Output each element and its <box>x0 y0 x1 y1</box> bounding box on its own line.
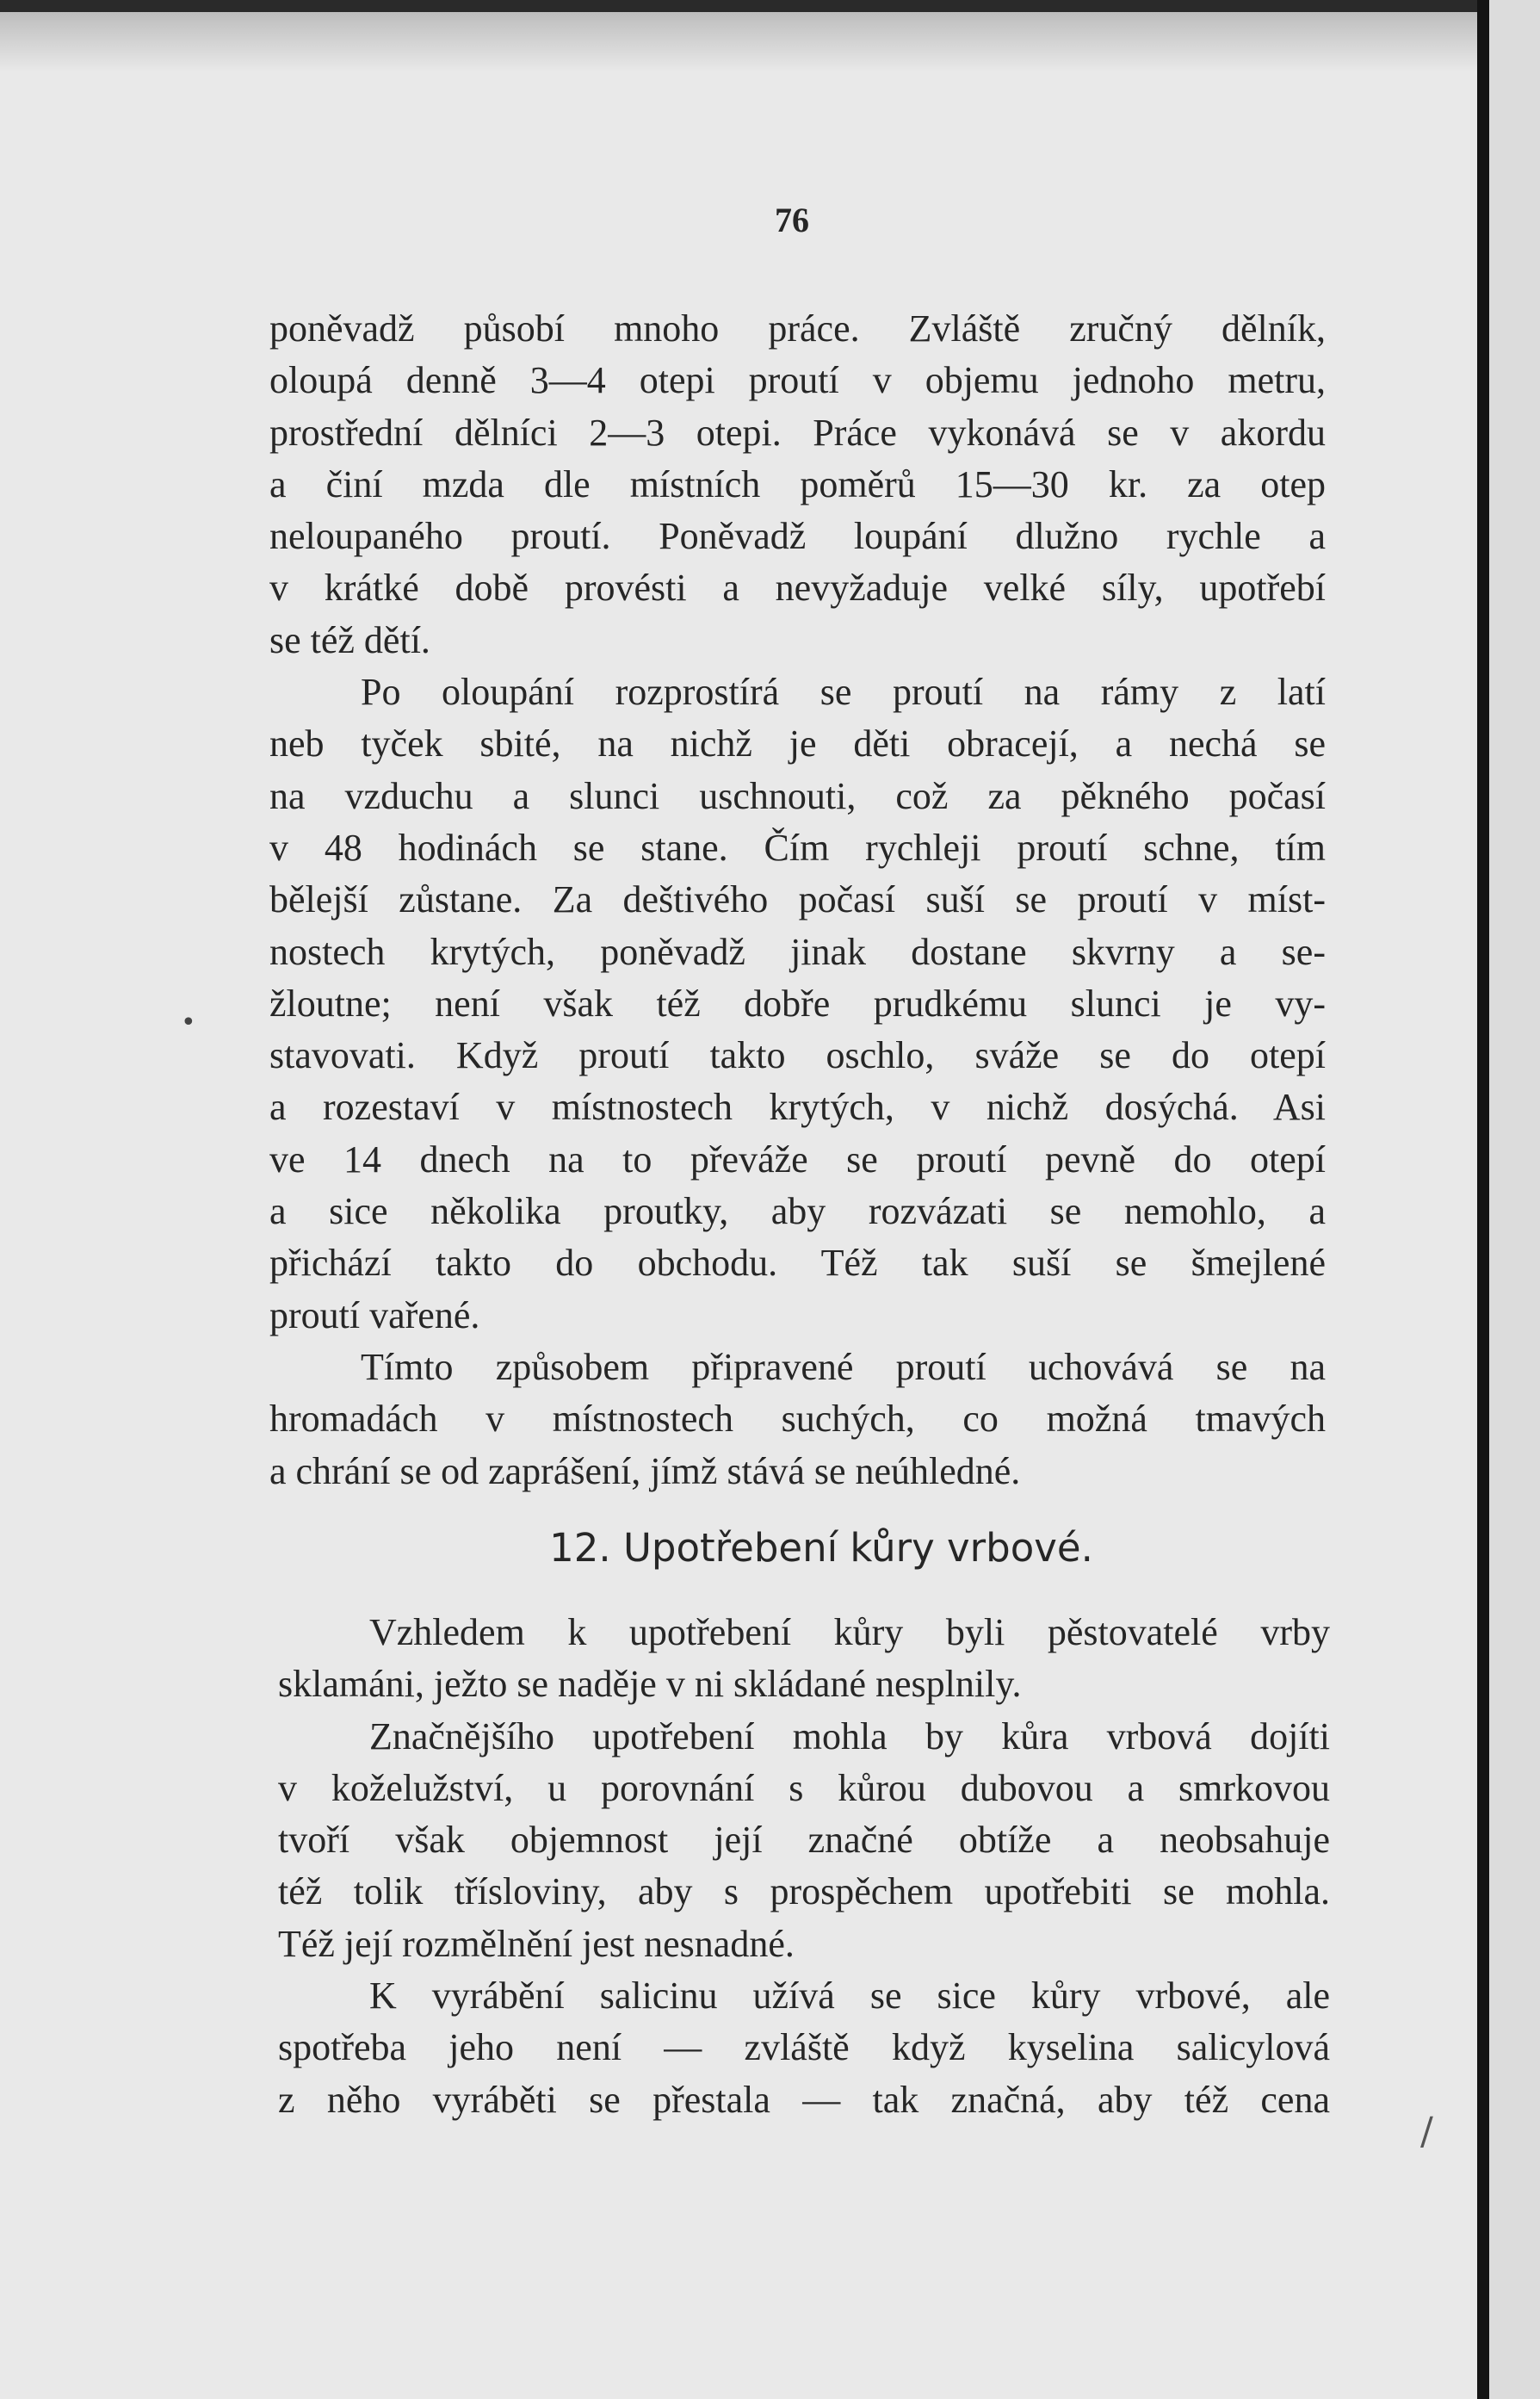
text-line: poněvadž působí mnoho práce. Zvláště zručný dělník, <box>269 307 1326 350</box>
text-line: ve 14 dnech na to převáže se proutí pevně do otepí <box>269 1138 1326 1181</box>
text-line: Značnějšího upotřebení mohla by kůra vrbová dojíti <box>369 1714 1330 1757</box>
text-line: a činí mzda dle místních poměrů 15—30 kr. za otep <box>269 462 1326 505</box>
text-line: Po oloupání rozprostírá se proutí na rámy z latí <box>361 671 1326 714</box>
text-line: Tímto způsobem připravené proutí uchovává se na <box>361 1345 1326 1388</box>
text-line: žloutne; není však též dobře prudkému slunci je vy- <box>269 982 1326 1025</box>
text-line: hromadách v místnostech suchých, co možná tmavých <box>269 1398 1326 1441</box>
section-2 <box>278 1525 1330 2126</box>
text-line: a rozestaví v místnostech krytých, v nichž dosýchá. Asi <box>269 1086 1326 1129</box>
margin-pencil-mark: / <box>1420 2110 1433 2154</box>
text-line: a chrání se od zaprášení, jímž stává se neúhledné. <box>269 1449 1021 1492</box>
text-line: bělejší zůstane. Za deštivého počasí suší se proutí v míst- <box>269 878 1326 921</box>
text-line: se též dětí. <box>269 618 430 661</box>
text-line: stavovati. Když proutí takto oschlo, sváže se do otepí <box>269 1034 1326 1077</box>
text-line: Vzhledem k upotřebení kůry byli pěstovatelé vrby <box>369 1611 1330 1653</box>
text-line: spotřeba jeho není — zvláště když kyselina salicylová <box>278 2026 1330 2069</box>
section-1-text <box>269 303 1326 1497</box>
text-line: v 48 hodinách se stane. Čím rychleji proutí schne, tím <box>269 826 1326 869</box>
margin-mark: • <box>181 1007 196 1038</box>
text-line: v koželužství, u porovnání s kůrou dubovou a smrkovou <box>278 1766 1330 1809</box>
scan-right-edge <box>1477 0 1540 2399</box>
text-line: neloupaného proutí. Poněvadž loupání dlužno rychle a <box>269 515 1326 558</box>
scan-shadow <box>0 12 1477 72</box>
text-line: prostřední dělníci 2—3 otepi. Práce vykonává se v akordu <box>269 411 1326 454</box>
text-line: na vzduchu a slunci uschnouti, což za pěkného počasí <box>269 774 1326 817</box>
scan-top-edge <box>0 0 1477 12</box>
section-heading: 12. Upotřebení kůry vrbové. <box>549 1525 1093 1571</box>
text-line: Též její rozmělnění jest nesnadné. <box>278 1922 795 1965</box>
text-line: tvoří však objemnost její značné obtíže a neobsahuje <box>278 1819 1330 1862</box>
text-line: přichází takto do obchodu. Též tak suší se šmejlené <box>269 1242 1326 1285</box>
text-line: a sice několika proutky, aby rozvázati se nemohlo, a <box>269 1190 1326 1233</box>
page-number: 76 <box>775 201 809 239</box>
text-line: z něho vyráběti se přestala — tak značná, aby též cena <box>278 2078 1330 2121</box>
text-line: neb tyček sbité, na nichž je děti obracejí, a nechá se <box>269 722 1326 766</box>
text-line: nostech krytých, poněvadž jinak dostane skvrny a se- <box>269 930 1326 973</box>
text-line: v krátké době provésti a nevyžaduje velké síly, upotřebí <box>269 567 1326 610</box>
text-line: proutí vařené. <box>269 1293 480 1336</box>
text-line: K vyrábění salicinu užívá se sice kůry vrbové, ale <box>369 1974 1330 2018</box>
text-line: sklamáni, ježto se naděje v ni skládané nesplnily. <box>278 1663 1022 1706</box>
text-line: oloupá denně 3—4 otepi proutí v objemu jednoho metru, <box>269 359 1326 402</box>
text-line: též tolik třísloviny, aby s prospěchem upotřebiti se mohla. <box>278 1870 1330 1913</box>
